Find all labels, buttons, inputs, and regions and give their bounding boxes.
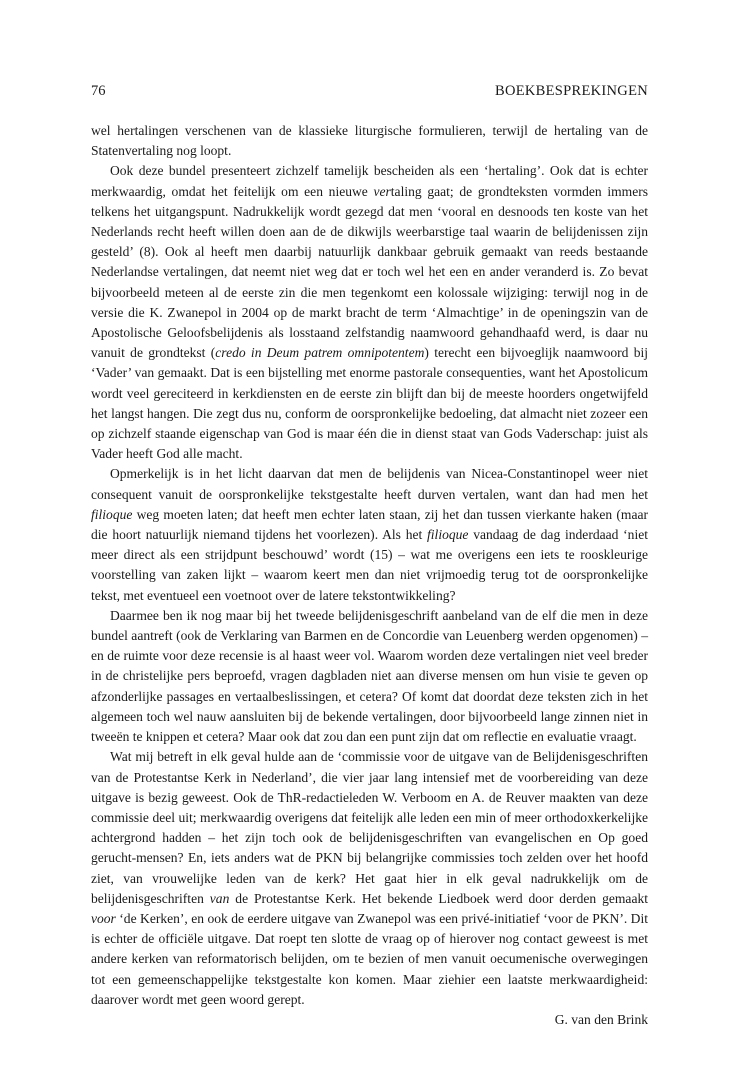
- author-signature: G. van den Brink: [554, 1011, 648, 1027]
- paragraph-3-text-a: Opmerkelijk is in het licht daarvan dat men de belijdenis van Nicea-Constantinopel weer niet consequent vanuit de oorspronkelijke tekstgestalte heeft durven vertalen, want dan had men het: [91, 466, 648, 502]
- paragraph-4: [91, 606, 648, 747]
- paragraph-2-italic-ver: ver: [373, 183, 391, 199]
- paragraph-3-text-c: vandaag de dag inderdaad ‘niet meer direct als een strijdpunt beschouwd’ wordt (15) – wat me overigens een iets te rooskleurige voorstelling van zaken lijkt – waarom keert men dan niet vrijmoedig terug tot de oorspronkelijke tekst, met eventueel een voetnoot over de latere tekstontwikkeling?: [91, 527, 648, 603]
- paragraph-5-text-c: ‘de Kerken’, en ook de eerdere uitgave van Zwanepol was een privé-initiatief ‘voor de PKN’. Dit is echter de officiële uitgave. Dat roept ten slotte de vraag op of hierover nog contact geweest is met andere kerken van reformatorisch belijden, om te bezien of men vanuit oecumenische overwegingen tot een gemeenschappelijke tekstgestalte kon komen. Maar ziehier een laatste merkwaardigheid: daarover wordt met geen woord gerept.: [91, 910, 648, 1007]
- paragraph-5-text-a: Wat mij betreft in elk geval hulde aan de ‘commissie voor de uitgave van de Belijdenisgeschriften van de Protestantse Kerk in Nederland’, die vier jaar lang intensief met de voorbereiding van deze uitgave is bezig geweest. Ook de ThR-redactieleden W. Verboom en A. de Reuver maakten van deze commissie deel uit; merkwaardig overigens dat feitelijk alle leden een min of meer orthodoxkerkelijke achtergrond hadden – het zijn toch ook de belijdenisgeschriften van evangelischen en Op goed gerucht-mensen? En, iets anders wat de PKN bij belangrijke commissies toch zelden over het hoofd ziet, van vrouwelijke leden van de kerk? Het gaat hier in elk geval nadrukkelijk om de belijdenisgeschriften: [91, 749, 648, 906]
- paragraph-4-text: Daarmee ben ik nog maar bij het tweede belijdenisgeschrift aanbeland van de elf die men in deze bundel aantreft (ook de Verklaring van Barmen en de Concordie van Leuenberg werden opgenomen) – en de ruimte voor deze recensie is al haast weer vol. Waarom worden deze vertalingen niet veel breder in de christelijke pers beproefd, vragen dagbladen niet aan diverse mensen om hun visie te geven op afzonderlijke passages en vertaalbeslissingen, et cetera? Of komt dat doordat deze teksten zich in het algemeen toch wel nauw aansluiten bij de bekende vertalingen, door bijvoorbeeld lange zinnen niet in tweeën te knippen et cetera? Maar ook dat zou dan een punt zijn dat om reflectie en evaluatie vraagt.: [91, 607, 648, 745]
- paragraph-2: [91, 161, 648, 464]
- page-header: [91, 81, 648, 101]
- book-page: [91, 0, 648, 1068]
- paragraph-5-italic-voor: voor: [91, 910, 116, 926]
- paragraph-5-italic-van: van: [209, 890, 230, 906]
- paragraph-1: [91, 121, 648, 161]
- paragraph-5: [91, 747, 648, 1010]
- review-text: [91, 121, 648, 1030]
- paragraph-5-text-b: de Protestantse Kerk. Het bekende Liedboek werd door derden gemaakt: [229, 890, 648, 906]
- page-number: 76: [91, 83, 106, 99]
- paragraph-1-text: wel hertalingen verschenen van de klassieke liturgische formulieren, terwijl de hertaling van de Statenvertaling nog loopt.: [91, 123, 648, 159]
- paragraph-3: [91, 464, 648, 605]
- paragraph-3-italic-filioque-2: filioque: [427, 527, 469, 543]
- paragraph-2-text-c: ) terecht een bijvoeglijk naamwoord bij ‘Vader’ van gemaakt. Dat is een bijstelling met enorme pastorale consequenties, want het Apostolicum wordt veel gereciteerd in kerkdiensten en de eerste zin blijft dan bij de meeste hoorders ongetwijfeld het langst hangen. Die zegt dus nu, conform de oorspronkelijke bedoeling, dat almacht niet zozeer een op zichzelf staande eigenschap van God is maar één die in dienst staat van Gods Vaderschap: juist als Vader heeft God alle macht.: [91, 345, 649, 462]
- paragraph-3-italic-filioque-1: filioque: [91, 506, 133, 522]
- paragraph-3-text-b: weg moeten laten; dat heeft men echter laten staan, zij het dan tussen vierkante haken (maar die hoort natuurlijk niemand tijdens het voorlezen). Als het: [91, 506, 648, 543]
- paragraph-2-text-b: taling gaat; de grondteksten vormden immers telkens het uitgangspunt. Nadrukkelijk wordt gezegd dat men ‘vooral en desnoods ten koste van het Nederlands recht heeft willen doen aan de de dikwijls weerbarstige taal waarin de belijdenissen zijn gesteld’ (8). Ook al heeft men daarbij natuurlijk dankbaar gebruik gemaakt van reeds bestaande Nederlandse vertalingen, dat neemt niet weg dat er toch wel het een en ander veranderd is. Zo bevat bijvoorbeeld meteen al de eerste zin die men tegenkomt een kolossale wijziging: terwijl nog in de versie die K. Zwanepol in 2004 op de markt bracht de term ‘Almachtige’ in de openingszin van de Apostolische Geloofsbelijdenis als losstaand zelfstandig naamwoord gehandhaafd werd, is daar nu vanuit de grondtekst (: [91, 183, 648, 361]
- running-head: BOEKBESPREKINGEN: [494, 83, 648, 99]
- paragraph-2-text-a: Ook deze bundel presenteert zichzelf tamelijk bescheiden als een ‘hertaling’. Ook dat is echter merkwaardig, omdat het feitelijk om een nieuwe: [91, 163, 648, 199]
- paragraph-2-italic-credo: credo in Deum patrem omnipotentem: [215, 345, 425, 361]
